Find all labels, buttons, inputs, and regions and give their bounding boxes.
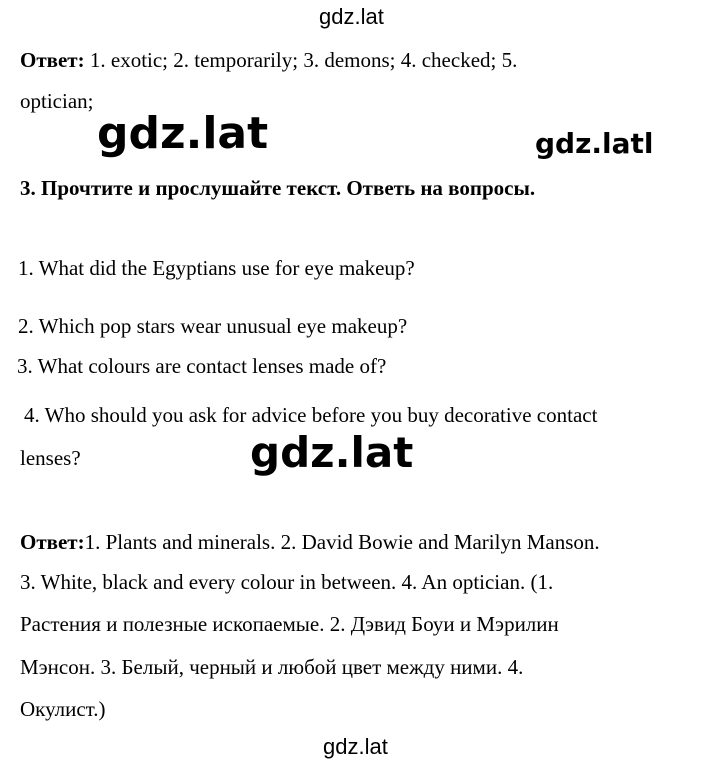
- answer2-line3: Растения и полезные ископаемые. 2. Дэвид Боуи и Мэрилин: [20, 612, 559, 636]
- task-title: 3. Прочтите и прослушайте текст. Ответь на вопросы.: [20, 176, 536, 200]
- answer2-text: 1. Plants and minerals. 2. David Bowie and Marilyn Manson.: [84, 530, 600, 554]
- watermark-top: gdz.lat: [319, 4, 384, 29]
- watermark-mid-right: [535, 127, 654, 160]
- question-4-cont: lenses?: [20, 446, 81, 470]
- answer1-line2: optician;: [20, 89, 94, 113]
- answer2-line1: [20, 532, 600, 553]
- question-3: 3. What colours are contact lenses made of?: [17, 354, 387, 378]
- answer2-line4: Мэнсон. 3. Белый, черный и любой цвет между ними. 4.: [20, 655, 524, 679]
- answer2-line5: Окулист.): [20, 697, 106, 721]
- question-1: 1. What did the Egyptians use for eye makeup?: [18, 256, 415, 280]
- answer2-line2: 3. White, black and every colour in between. 4. An optician. (1.: [20, 570, 554, 594]
- watermark-mid-right-suffix: l: [643, 127, 654, 160]
- answer1-line1: [20, 50, 517, 71]
- answer1-text: 1. exotic; 2. temporarily; 3. demons; 4. checked; 5.: [84, 48, 518, 72]
- watermark-bottom: gdz.lat: [323, 734, 388, 759]
- watermark-big-left: gdz.lat: [97, 108, 269, 159]
- answer1-label: Ответ:: [20, 48, 85, 72]
- question-2: 2. Which pop stars wear unusual eye makeup?: [18, 314, 408, 338]
- question-4: 4. Who should you ask for advice before you buy decorative contact: [24, 403, 598, 427]
- watermark-mid-right-text: gdz.lat: [535, 127, 644, 160]
- watermark-middle: gdz.lat: [250, 428, 414, 477]
- answer2-label: Ответ:: [20, 530, 85, 554]
